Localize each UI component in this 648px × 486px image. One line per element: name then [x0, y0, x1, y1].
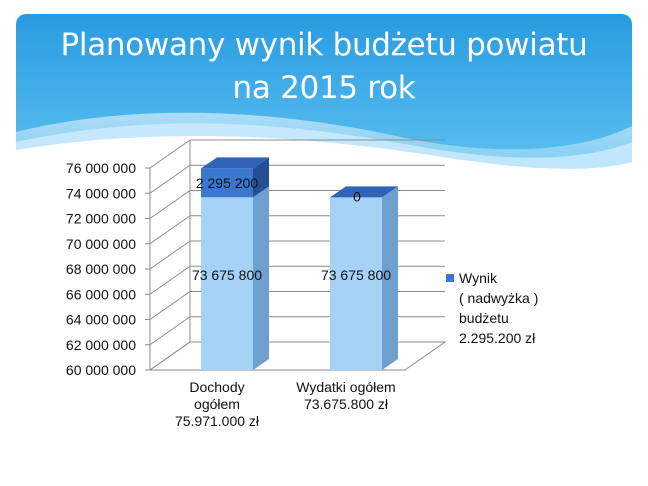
- bar: [330, 197, 382, 370]
- data-label: 73 675 800: [191, 267, 263, 283]
- gridline-side: [150, 216, 190, 244]
- gridline-side: [150, 266, 190, 294]
- data-label: 2 295 200: [195, 174, 259, 191]
- legend-swatch: [446, 274, 454, 282]
- x-tick-label: 75.971.000 zł: [174, 413, 260, 429]
- y-tick-label: 68 000 000: [65, 261, 136, 277]
- y-tick-label: 70 000 000: [65, 235, 136, 252]
- data-label: 0: [353, 188, 361, 205]
- legend-line: Wynik: [459, 270, 497, 286]
- gridline-side: [150, 165, 190, 193]
- gridline-side: [150, 317, 190, 345]
- legend-line: 2.295.200 zł: [459, 330, 536, 346]
- gridline-side: [150, 191, 190, 219]
- x-tick-label: Dochody: [189, 379, 245, 395]
- legend-line: budżetu: [459, 310, 509, 326]
- y-tick-label: 60 000 000: [65, 362, 136, 378]
- chart-floor: [150, 342, 445, 370]
- x-tick-label: 73.675.800 zł: [303, 396, 389, 412]
- title-line-2: na 2015 rok: [232, 70, 416, 106]
- y-tick-label: 74 000 000: [65, 185, 136, 202]
- x-tick-label: ogółem: [194, 396, 240, 412]
- title-line-1: Planowany wynik budżetu powiatu: [60, 27, 588, 63]
- gridline-side: [150, 241, 190, 269]
- legend: [446, 268, 586, 348]
- legend-line: ( nadwyżka ): [459, 290, 539, 306]
- data-label: 73 675 800: [320, 267, 392, 283]
- legend-label: [459, 268, 538, 348]
- bar: [201, 197, 253, 370]
- y-tick-label: 76 000 000: [65, 160, 136, 176]
- gridline-side: [150, 140, 190, 168]
- y-tick-label: 64 000 000: [65, 311, 136, 328]
- y-tick-label: 72 000 000: [65, 210, 136, 227]
- y-tick-label: 66 000 000: [65, 286, 136, 303]
- x-tick-label: Wydatki ogółem: [296, 379, 396, 395]
- y-tick-label: 62 000 000: [65, 336, 136, 353]
- gridline-side: [150, 292, 190, 320]
